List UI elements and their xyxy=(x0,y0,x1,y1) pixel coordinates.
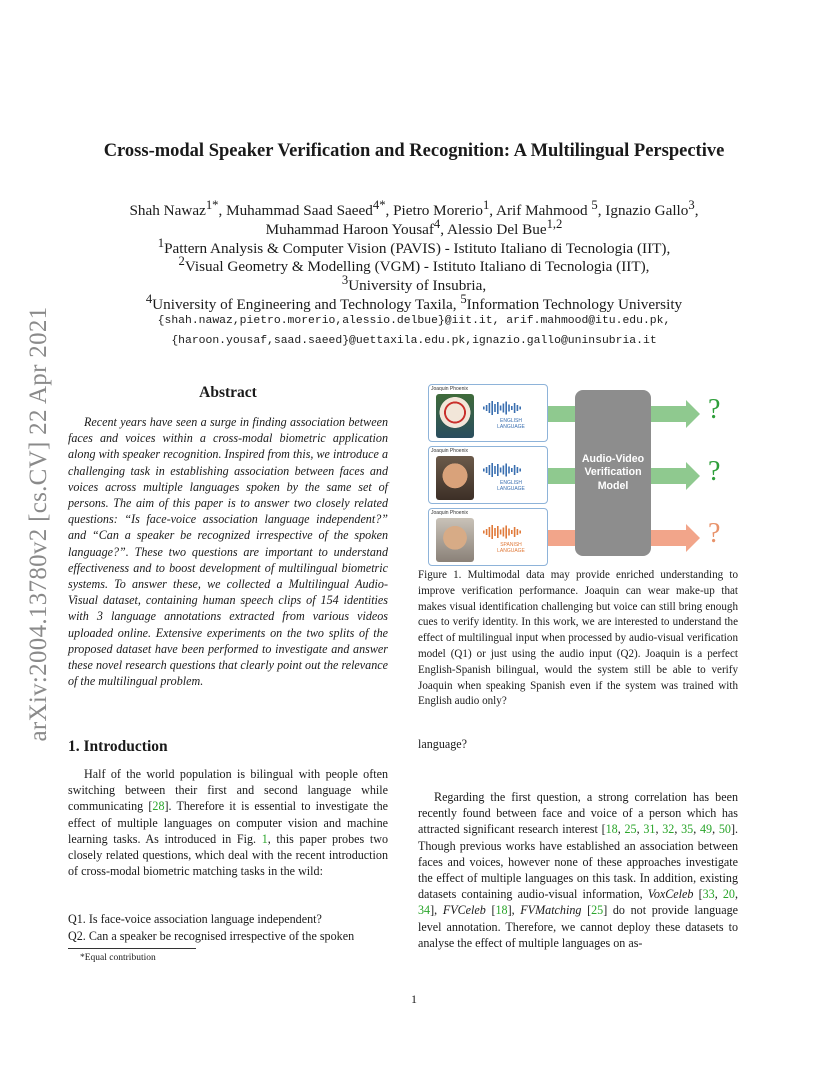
page-number: 1 xyxy=(411,992,417,1006)
citation-link[interactable]: 18 xyxy=(495,903,508,918)
affiliation-3: $^3$University of Insubria, xyxy=(341,273,487,295)
citation-link[interactable]: 31 xyxy=(643,822,656,837)
speaker-name: Joaquin Phoenix xyxy=(431,510,468,516)
speaker-face-image xyxy=(436,518,474,562)
emails-line-2: {haroon.yousaf,saad.saeed}@uettaxila.edu.pk,ignazio.gallo@uninsubria.it xyxy=(171,335,657,347)
language-label: SPANISH LANGUAGE xyxy=(497,542,525,554)
verification-model-box: Audio-Video Verification Model xyxy=(575,390,651,556)
audio-waveform-icon xyxy=(481,524,523,540)
question-mark: ? xyxy=(708,518,721,549)
language-label: ENGLISH LANGUAGE xyxy=(497,480,525,492)
authors-line-1: Shah Nawaz$^{1*}$, Muhammad Saad Saeed$^{4*}$, Pietro Morerio$^1$, Arif Mahmood $^5$, Ignazio Gallo$^3$, xyxy=(129,198,699,220)
speaker-panel xyxy=(428,384,548,442)
citation-link[interactable]: 28 xyxy=(152,799,165,814)
speaker-panel xyxy=(428,508,548,566)
citation-link[interactable]: 32 xyxy=(662,822,675,837)
citation-link[interactable]: 35 xyxy=(681,822,694,837)
question-2: Q2. Can a speaker be recognised irrespective of the spoken xyxy=(68,929,355,943)
citation-link[interactable]: 49 xyxy=(699,822,713,837)
affiliation-2: $^2$Visual Geometry & Modelling (VGM) - Istituto Italiano di Tecnologia (IIT), xyxy=(178,254,650,276)
question-mark: ? xyxy=(708,456,721,487)
intro-heading: 1. Introduction xyxy=(68,738,168,755)
figure-link[interactable]: 1 xyxy=(261,831,268,846)
footnote: *Equal contribution xyxy=(80,953,156,963)
paper-title: Cross-modal Speaker Verification and Recognition: A Multilingual Perspective xyxy=(103,141,725,161)
audio-waveform-icon xyxy=(481,400,523,416)
audio-waveform-icon xyxy=(481,462,523,478)
arxiv-id: arXiv:2004.13780v2 [cs.CV] 22 Apr 2021 xyxy=(25,306,52,742)
citation-link[interactable]: 25 xyxy=(624,822,637,837)
speaker-face-image xyxy=(436,394,474,438)
citation-link[interactable]: 25 xyxy=(591,903,604,918)
authors-line-2: Muhammad Haroon Yousaf$^4$, Alessio Del Bue$^{1,2}$ xyxy=(265,217,563,239)
question-mark: ? xyxy=(708,394,721,425)
figure-caption: Figure 1. Multimodal data may provide enriched understanding to improve verification performance. Joaquin can wear make-up that makes visual identification challenging but voice can still bring enough cues to verify identity. In this work, we are interested to understand the effect of multilingual input when processed by audio-visual verification model (Q1) or just using the audio input (Q2). Joaquin is a perfect English-Spanish bilingual, would the system still be able to verify Joaquin when speaking Spanish even if the system was trained with English audio only? xyxy=(418,569,738,708)
emails-line-1: {shah.nawaz,pietro.morerio,alessio.delbue}@iit.it, arif.mahmood@itu.edu.pk, xyxy=(157,315,671,327)
speaker-panel xyxy=(428,446,548,504)
footnote-rule xyxy=(68,948,196,949)
affiliation-4: $^4$University of Engineering and Technology Taxila, $^5$Information Technology University xyxy=(145,292,683,314)
citation-link[interactable]: 33 xyxy=(702,887,715,902)
abstract-text: Recent years have seen a surge in finding association between faces and voices within a cross-modal biometric application along with speaker recognition. Inspired from this, we introduce a challenging task in establishing association between faces and voices across multiple languages spoken by the same set of persons. The aim of this paper is to answer two closely related questions: “Is face-voice association language independent?” and “Can a speaker be recognized irrespective of the spoken language?”. These two questions are important to understand effectiveness and to boost development of multilingual biometric systems. To answer these, we collected a Multilingual Audio-Visual dataset, containing human speech clips of 154 identities with 3 language annotations extracted from various videos uploaded online. Extensive experiments on the two splits of the proposed dataset have been performed to investigate and answer these novel research questions that clearly point out the relevance of the multilingual problem. xyxy=(68,415,388,689)
abstract-heading: Abstract xyxy=(199,384,257,401)
figure-1 xyxy=(418,382,740,564)
intro-paragraph: Half of the world population is bilingual with people often switching between their first and second language while communicating [28]. Therefore it is essential to investigate the effect of multiple languages on computer vision and machine learning tasks. As introduced in Fig. 1, this paper probes two closely related questions, which deal with the recent introduction of cross-modal biometric matching tasks in the wild: xyxy=(68,767,388,879)
question-2-continued: language? xyxy=(418,737,468,751)
speaker-name: Joaquin Phoenix xyxy=(431,448,468,454)
question-1: Q1. Is face-voice association language independent? xyxy=(68,912,322,926)
citation-link[interactable]: 50 xyxy=(718,822,731,837)
speaker-name: Joaquin Phoenix xyxy=(431,386,468,392)
speaker-face-image xyxy=(436,456,474,500)
arxiv-sidebar xyxy=(18,288,60,760)
citation-link[interactable]: 20 xyxy=(722,887,735,902)
citation-link[interactable]: 18 xyxy=(605,822,618,837)
related-work-paragraph: Regarding the first question, a strong correlation has been recently found between face and voice of a person which has attracted significant research interest [18, 25, 31, 32, 35, 49, 50]. Though previous works have established an association between faces and voices, however none of these approaches investigate the effect of multiple languages on this task. In addition, existing datasets containing audio-visual information, VoxCeleb [33, 20, 34], FVCeleb [18], FVMatching [25] do not provide language level annotation. Therefore, we cannot deploy these datasets to analyse the effect of multiple languages on as- xyxy=(418,790,739,950)
affiliation-1: $^1$Pattern Analysis & Computer Vision (PAVIS) - Istituto Italiano di Tecnologia (IIT), xyxy=(157,236,671,258)
citation-link[interactable]: 34 xyxy=(418,903,431,918)
language-label: ENGLISH LANGUAGE xyxy=(497,418,525,430)
